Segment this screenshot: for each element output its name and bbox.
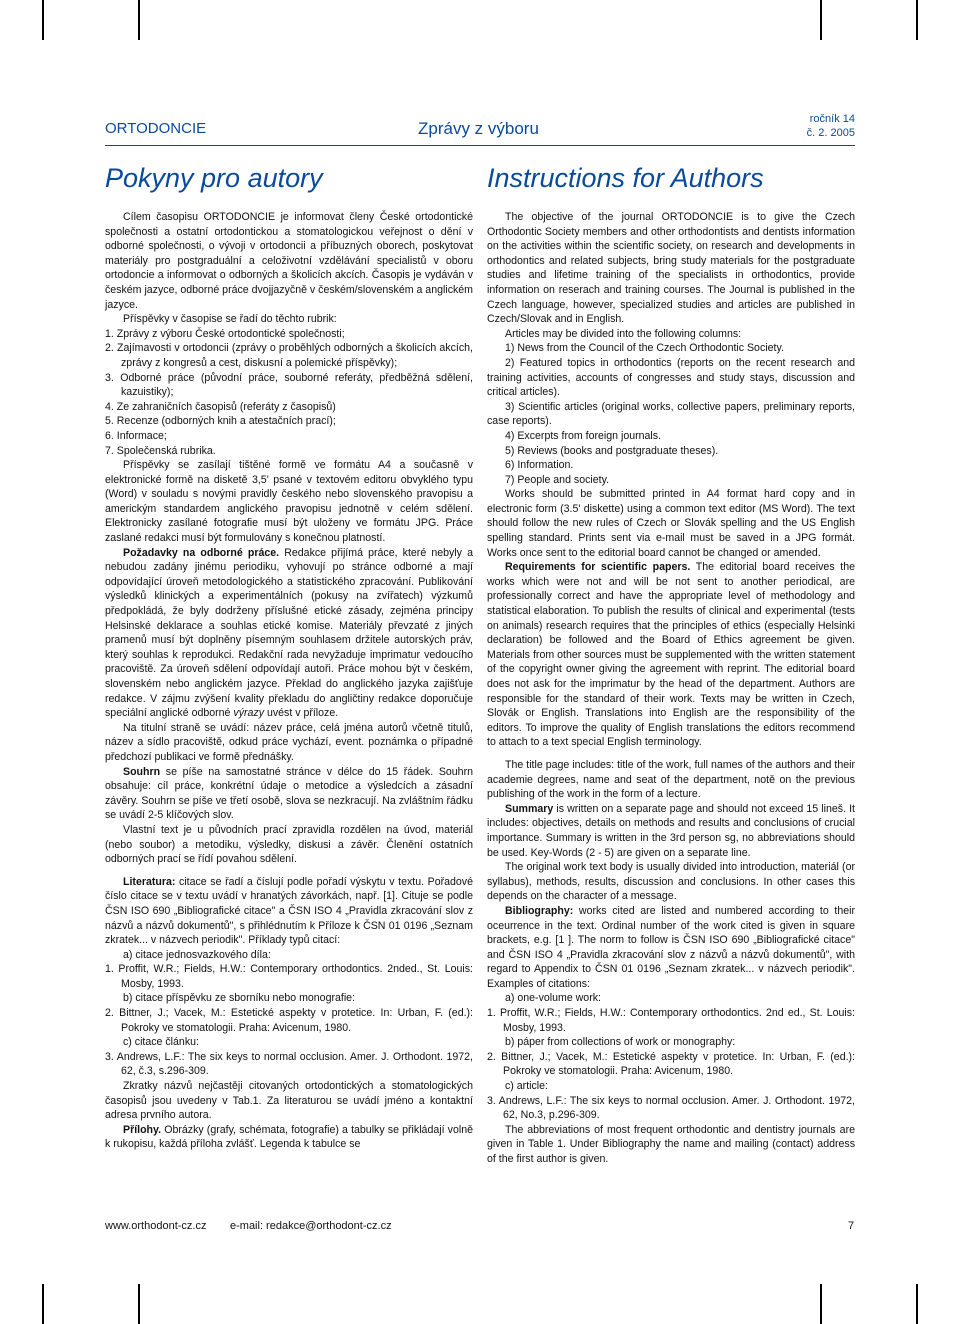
issue-number: č. 2. 2005 (806, 127, 855, 139)
citation: 3. Andrews, L.F.: The six keys to normal occlusion. Amer. J. Orthodont. 1972, 62, No.3, p.296-309. (487, 1094, 855, 1122)
paragraph-text: citace se řadí a číslují podle pořadí výskytu v textu. Pořadové číslo citace se v textu uvádí v hranatých závorkách, např. [1]. Cituje se podle ČSN ISO 690 „Bibliografické citace" a ČSN ISO 4 „Pravidla zkracování slov z názvů a názvů dokumentů", s přihlédnutím k Příloze k ČSN 01 0196 „Seznam zkratek... v názvech periodik". Příklady typů citací: (105, 875, 473, 947)
journal-name: ORTODONCIE (105, 120, 207, 137)
crop-mark (138, 0, 140, 40)
list-item: 3. Odborné práce (původní práce, souborné referáty, předběžná sdělení, kazuistiky); (105, 371, 473, 399)
citation: 3. Andrews, L.F.: The six keys to normal occlusion. Amer. J. Orthodont. 1972, 62, č.3, s.296-309. (105, 1050, 473, 1078)
paragraph-heading: Requirements for scientific papers. (505, 561, 691, 574)
paragraph: Vlastní text je u původních prací zpravidla rozdělen na úvod, materiál (nebo soubor) a metodiku, výsledky, diskusi a závěr. Členění ostatních odborných prací se řídí povahou sdělení. (105, 823, 473, 866)
list-item: 6. Informace; (105, 429, 167, 442)
paragraph-heading: Přílohy. (123, 1123, 162, 1136)
list-item: 7. Společenská rubrika. (105, 444, 216, 457)
list-item: 3) Scientific articles (original works, collective papers, preliminary reports, case reports). (487, 400, 855, 428)
paragraph: Articles may be divided into the following columns: (505, 327, 742, 340)
paragraph-heading: Summary (505, 802, 554, 815)
paragraph-text: Redakce přijímá práce, které nebyly a nebudou zadány jinému periodiku, vyhovují po stránce odborné a mají odpovídající úroveň metodologického a statistického zpracování. Publikování výsledků klinických a experimentálních (pokusy na zvířatech) výzkumů předpokládá, že byly dodrženy příslušné etické zásady, zejména principy Helsinské deklarace a souhlas etické komise. Materiály převzaté z jiných pramenů musí být doplněny písemným souhlasem držitele autorských práv, který souhlas k reprodukci. Redakční rada nevyžaduje imprimatur vedoucího pracoviště. Za úroveň sdělení odpovídají autoři. Práce mohou být v českém, slovenském nebo anglickém jazyce. Překlad do anglického jazyka zajišťuje redakce. V zájmu zvýšení kvality překladu do angličtiny redakce doporučuje speciální anglické odborné (105, 546, 473, 720)
paragraph (105, 765, 473, 823)
paragraph: The objective of the journal ORTODONCIE is to give the Czech Orthodontic Society members and other orthodontists and dentists information on the activities within the scientific society, on research and developments in orthodontics and related subjects, bring study materials for the postgraduate studies and lifetime training of the specialists in orthodontics, provide information on reserach and training courses. The Journal is published in the Czech language, however, specialized studies and articles are published in Czech/Slovak and in English. (487, 211, 855, 326)
list-item: 1. Zprávy z výboru České ortodontické společnosti; (105, 327, 345, 340)
list-item: 4) Excerpts from foreign journals. (505, 429, 662, 442)
crop-mark (820, 0, 822, 40)
citation-type: c) article: (505, 1080, 548, 1093)
page-number: 7 (848, 1220, 855, 1232)
volume: ročník 14 (809, 113, 855, 125)
paragraph: The title page includes: title of the work, full names of the authors and their academie degrees, name and seat of the department, notě on the previous publishing of the work in the form of a lecture. (487, 758, 855, 801)
list-item: 1) News from the Council of the Czech Orthodontic Society. (505, 342, 784, 355)
list-item: 5) Reviews (books and postgraduate theses). (505, 444, 719, 457)
citation: 1. Proffit, W.R.; Fields, H.W.: Contemporary orthodontics. 2nded., St. Louis: Mosby, 1993. (105, 963, 473, 990)
citation: 2. Bittner, J.; Vacek, M.: Estetické aspekty v protetice. In: Urban, F. (ed.): Pokroky ve stomatologii. Praha: Avicenum, 1980. (105, 1007, 473, 1034)
footer-website[interactable]: www.orthodont-cz.cz (105, 1220, 207, 1232)
citation-type: b) citace příspěvku ze sborníku nebo monografie: (123, 992, 356, 1005)
paragraph: The abbreviations of most frequent orthodontic and dentistry journals are given in Table 1. Under Bibliography the name and mailing (contact) address of the first author is given. (487, 1123, 855, 1165)
paragraph-text: Obrázky (grafy, schémata, fotografie) a tabulky se přikládají volně k rukopisu, každá příloha zvlášť. Legenda k tabulce se (105, 1123, 473, 1151)
paragraph-text: is written on a separate page and should not exceed 15 lineš. It includes: objectives, details on methods and results and conclusions of crucial importance. Summary is written in the 3rd person sg, no abbreviations should be used. Key-Words (2 - 5) are given on a separate line. (487, 802, 855, 859)
citation-type: c) citace článku: (123, 1036, 199, 1049)
header-rule (105, 145, 855, 146)
footer-email[interactable]: e-mail: redakce@orthodont-cz.cz (230, 1220, 392, 1232)
paragraph-text: se píše na samostatné stránce v délce do 15 řádek. Souhrn obsahuje: cíl práce, konkrétní údaje o metodice a výsledcích a zásadní závěry. Souhrn se píše ve třetí osobě, slova se nezkracují. Na zvláštním řádku se uvádí 2-5 klíčových slov. (105, 765, 473, 822)
paragraph (487, 904, 855, 992)
citation-type: b) páper from collections of work or monography: (505, 1036, 736, 1049)
paragraph-text: uvést v příloze. (264, 707, 339, 720)
crop-mark (916, 1284, 918, 1324)
column-czech (105, 210, 473, 1152)
paragraph (487, 802, 855, 860)
paragraph: Na titulní straně se uvádí: název práce, celá jména autorů včetně titulů, název a sídlo pracoviště, odkud práce vychází, event. poznámka o případné předchozí publikaci ve formě přednášky. (105, 721, 473, 763)
paragraph-text: The editorial board receives the works which were not and will be not sent to another periodical, are professionally correct and have the appropriate level of methodology and statistical elaboration. To publish the results of clinical and experimental (tests on animals) research requires that the principles of ethics (especially Helsinki declaration) be followed and the Board of Ethics agreement be given. Materials from other sources must be supplemented with the written statement of the copyright owner giving the agreement with reprint. The editorial board does not ask for the imprimatur by the head of the department. Authors are responsible for the standard of their work. Texts may be written in Czech, Slovák or English. Translations into English are the responsibility of the editors. To improve the quality of English translations the editors recommend to attach to a text special English terminology. (487, 561, 856, 749)
paragraph: The original work text body is usually divided into introduction, materiál (or syllabus), methods, results, discussion and conclusions. In other cases this depends on the character of a message. (487, 861, 855, 903)
paragraph: Příspěvky v časopise se řadí do těchto rubrik: (123, 313, 337, 326)
column-english (487, 210, 855, 1167)
section-name: Zprávy z výboru (418, 119, 539, 138)
citation: 2. Bittner, J.; Vacek, M.: Estetické aspekty v protetice. In: Urban, F. (ed.): Pokroky ve stomatologii. Praha: Avicenum, 1980. (487, 1050, 855, 1078)
crop-mark (916, 0, 918, 40)
paragraph: Příspěvky se zasílají tištěné formě ve formátu A4 a současně v elektronické formě na disketě 3,5' psané v textovém editoru obvyklého typu (Word) v souladu s novými pravidly českého nebo slovenského pravopisu a americkým standardem anglického pravopisu jednotně v celém sdělení. Elektronicky zasílané fotografie musí být uloženy ve formátu JPG. Práce zaslané redakci musí být formulovány s konečnou platností. (105, 459, 473, 545)
crop-mark (138, 1284, 140, 1324)
paragraph-heading: Bibliography: (505, 904, 574, 917)
list-item: 4. Ze zahraničních časopisů (referáty z časopisů) (105, 400, 336, 413)
title-en: Instructions for Authors (487, 163, 764, 193)
list-item: 2) Featured topics in orthodontics (reports on the recent research and training activities, accounts of congresses and study stays, discussion and critical articles). (487, 356, 855, 399)
list-item: 6) Information. (505, 459, 574, 472)
paragraph-text: works cited are listed and numbered according to their oceurrence in the text. Ordinal number of the work cited is given in square brackets, e.g. [1 ]. The norm to follow is ČSN ISO 690 „Bibliografické citace" and ČSN ISO 4 „Pravidla zkracování slov z názvů a názvů dokumentů", with regard to Appendix to ČSN 01 0196 „Seznam zkratek... v názvech periodik". Examples of citations: (487, 904, 855, 990)
paragraph (105, 875, 473, 948)
paragraph: Zkratky názvů nejčastěji citovaných ortodontických a stomatologických časopisů jsou uvedeny v Tab.1. Za literaturou se uvádí jméno a kontaktní adresa prvního autora. (105, 1080, 473, 1122)
citation-type: a) one-volume work: (505, 992, 601, 1005)
list-item: 7) People and society. (505, 473, 610, 486)
paragraph (105, 1123, 473, 1152)
emphasis: výrazy (233, 707, 264, 720)
paragraph (487, 560, 855, 750)
crop-mark (42, 0, 44, 40)
issue-info (807, 112, 855, 140)
crop-mark (820, 1284, 822, 1324)
list-item: 5. Recenze (odborných knih a atestačních prací); (105, 415, 336, 428)
paragraph: Works should be submitted printed in A4 format hard copy and in electronic form (3.5' diskette) using a common text editor (MS Word). The text should follow the new rules of Czech or Slovák spelling and the US English spelling standard. Prints sent via e-mail must be saved in a JPG formát. Works once sent to the editorial board cannot be changed or amended. (487, 488, 855, 559)
list-item: 2. Zajímavosti v ortodoncii (zprávy o proběhlých odborných a školicích akcích, zprávy z kongresů a cest, diskusní a polemické příspěvky); (105, 342, 473, 369)
crop-mark (42, 1284, 44, 1324)
page-header (105, 113, 855, 144)
paragraph: Cílem časopisu ORTODONCIE je informovat členy České ortodontické společnosti a ostatní ortodontickou a stomatologickou veřejnost o dění v odborné společnosti, o vývoji v ortodoncii a příbuzných oborech, poskytovat materiály pro postgraduální a celoživotní vzdělávání specialistů v oboru ortodoncie a informovat o odborných a školicích akcích. Časopis je vydáván v českém jazyce, odborné práce dvojjazyčně v českém/slovenském a anglickém jazyce. (105, 211, 474, 311)
paragraph (105, 546, 473, 721)
paragraph-heading: Požadavky na odborné práce. (123, 546, 280, 559)
paragraph-heading: Souhrn (123, 765, 161, 778)
title-cz: Pokyny pro autory (105, 163, 323, 193)
citation: 1. Proffit, W.R.; Fields, H.W.: Contemporary orthodontics. 2nd ed., St. Louis: Mosby, 1993. (487, 1007, 855, 1034)
citation-type: a) citace jednosvazkového díla: (123, 948, 271, 961)
paragraph-heading: Literatura: (123, 875, 176, 888)
